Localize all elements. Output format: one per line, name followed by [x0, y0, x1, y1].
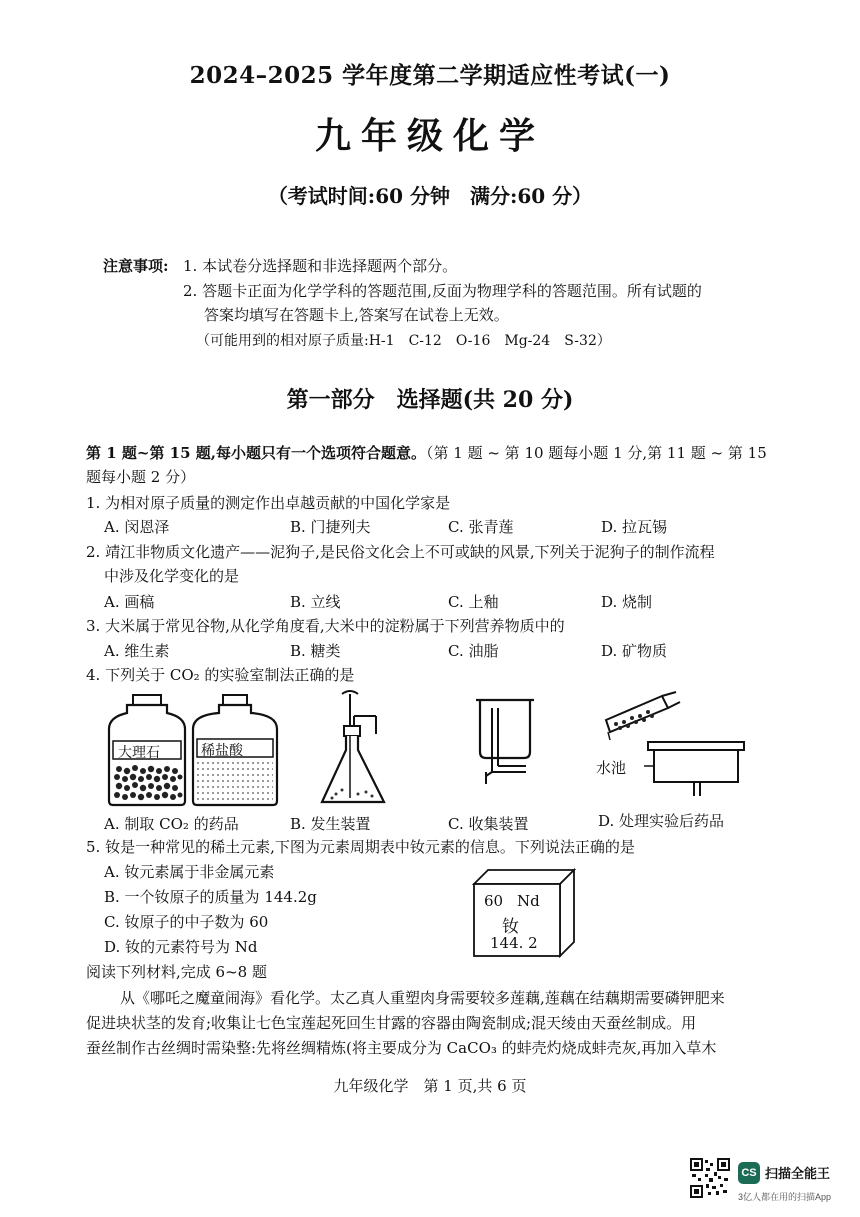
exam-title: 2024–2025 学年度第二学期适应性考试(一): [189, 62, 671, 89]
q4-option-a: A. 制取 CO₂ 的药品: [104, 815, 239, 833]
q1-option-d: D. 拉瓦锡: [601, 518, 668, 536]
page-footer: 九年级化学 第 1 页,共 6 页: [333, 1077, 527, 1095]
q5-option-a: A. 钕元素属于非金属元素: [104, 863, 275, 881]
q2-option-a: A. 画稿: [104, 593, 155, 611]
sink-label: 水池: [596, 759, 627, 777]
element-mass: 144. 2: [490, 934, 538, 952]
q5-stem: 5. 钕是一种常见的稀土元素,下图为元素周期表中钕元素的信息。下列说法正确的是: [86, 838, 635, 856]
bottle2-label: 稀盐酸: [201, 743, 243, 759]
notes-item-2-line2: 答案均填写在答题卡上,答案写在试卷上无效。: [204, 306, 509, 324]
scanner-app-name: 扫描全能王: [765, 1166, 831, 1181]
instruction-bold: 第 1 题~第 15 题,每小题只有一个选项符合题意。: [86, 444, 426, 462]
exam-info: （考试时间:60 分钟 满分:60 分）: [267, 184, 593, 208]
scanner-tagline: 3亿人都在用的扫描App: [738, 1192, 832, 1202]
q2-option-b: B. 立线: [290, 593, 341, 611]
atomic-masses: （可能用到的相对原子质量:H-1 C-12 O-16 Mg-24 S-32）: [196, 333, 611, 349]
element-symbol: Nd: [517, 892, 540, 910]
passage-line-2: 促进块状茎的发育;收集让七色宝莲起死回生甘露的容器由陶瓷制成;混天绫由天蚕丝制成。用: [86, 1014, 697, 1032]
q2-option-d: D. 烧制: [601, 593, 653, 611]
q3-option-a: A. 维生素: [104, 642, 170, 660]
q4-option-d: D. 处理实验后药品: [598, 812, 725, 830]
section-title: 第一部分 选择题(共 20 分): [286, 387, 574, 413]
q1-stem: 1. 为相对原子质量的测定作出卓越贡献的中国化学家是: [86, 494, 451, 512]
q4-option-b: B. 发生装置: [290, 815, 371, 833]
q1-option-b: B. 门捷列夫: [290, 518, 371, 536]
element-atomic-number: 60: [484, 892, 504, 910]
q3-option-d: D. 矿物质: [601, 642, 668, 660]
subject-title: 九年级化学: [314, 115, 545, 157]
instruction-line2: 题每小题 2 分）: [86, 468, 196, 486]
q1-option-a: A. 闵恩泽: [104, 518, 170, 536]
q1-option-c: C. 张青莲: [448, 518, 514, 536]
q3-option-c: C. 油脂: [448, 642, 499, 660]
q4-option-c: C. 收集装置: [448, 815, 529, 833]
notes-label: 注意事项:: [103, 257, 169, 275]
reading-intro: 阅读下列材料,完成 6~8 题: [86, 963, 267, 981]
collection-apparatus-figure: [468, 696, 538, 806]
q3-stem: 3. 大米属于常见谷物,从化学角度看,大米中的淀粉属于下列营养物质中的: [86, 617, 565, 635]
q2-stem-line2: 中涉及化学变化的是: [104, 567, 240, 585]
q4-stem: 4. 下列关于 CO₂ 的实验室制法正确的是: [86, 666, 355, 684]
q5-option-d: D. 钕的元素符号为 Nd: [104, 938, 258, 956]
q2-stem-line1: 2. 靖江非物质文化遗产——泥狗子,是民俗文化会上不可或缺的风景,下列关于泥狗子的制作流程: [86, 543, 715, 561]
qr-code-icon: [690, 1158, 730, 1198]
q5-option-c: C. 钕原子的中子数为 60: [104, 913, 269, 931]
notes-item-1: 1. 本试卷分选择题和非选择题两个部分。: [183, 257, 458, 275]
passage-line-1: 从《哪吒之魔童闹海》看化学。太乙真人重塑肉身需要较多莲藕,莲藕在结藕期需要磷钾肥来: [120, 989, 725, 1007]
waste-disposal-figure: [596, 690, 746, 800]
q5-option-b: B. 一个钕原子的质量为 144.2g: [104, 888, 317, 906]
section-instruction: [86, 442, 767, 463]
passage-line-3: 蚕丝制作古丝绸时需染整:先将丝绸精炼(将主要成分为 CaCO₃ 的蚌壳灼烧成蚌壳灰,再加入草木: [86, 1039, 717, 1057]
scanner-logo-icon: CS: [738, 1162, 760, 1184]
generation-apparatus-figure: [318, 690, 398, 810]
instruction-rest: （第 1 题 ~ 第 10 题每小题 1 分,第 11 题 ~ 第 15: [426, 444, 767, 462]
bottle1-label: 大理石: [118, 745, 160, 761]
element-name: 钕: [502, 917, 519, 937]
notes-item-2-line1: 2. 答题卡正面为化学学科的答题范围,反面为物理学科的答题范围。所有试题的: [183, 282, 702, 300]
q3-option-b: B. 糖类: [290, 642, 341, 660]
q2-option-c: C. 上釉: [448, 593, 499, 611]
